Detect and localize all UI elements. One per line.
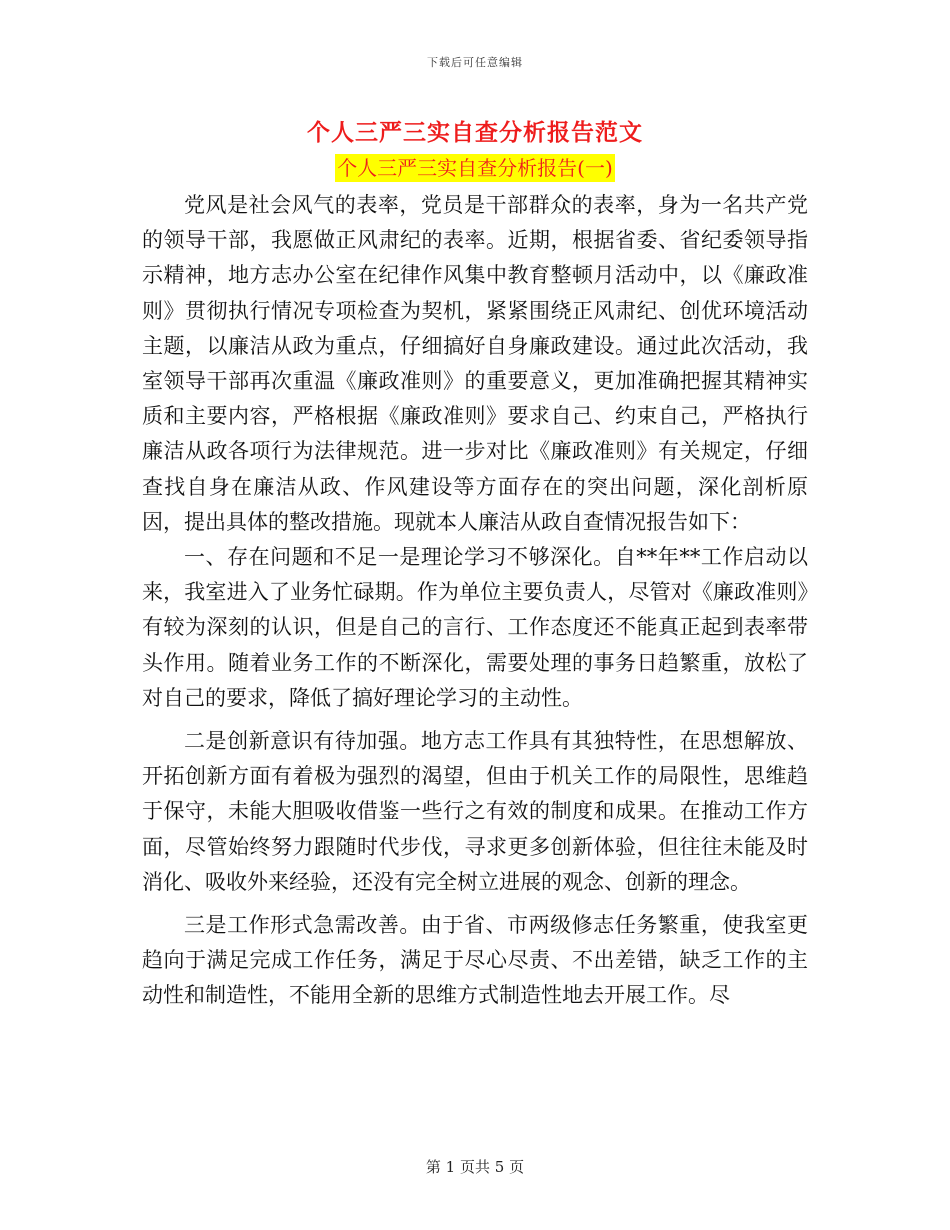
paragraph-intro: 党风是社会风气的表率，党员是干部群众的表率，身为一名共产党的领导干部，我愿做正风肃纪的表率。近期，根据省委、省纪委领导指示精神，地方志办公室在纪律作风集中教育整顿月活动中，以《廉政准则》贯彻执行情况专项检查为契机，紧紧围绕正风肃纪、创优环境活动主题，以廉洁从政为重点，仔细搞好自身廉政建设。通过此次活动，我室领导干部再次重温《廉政准则》的重要意义，更加准确把握其精神实质和主要内容，严格根据《廉政准则》要求自己、约束自己，严格执行廉洁从政各项行为法律规范。进一步对比《廉政准则》有关规定，仔细查找自身在廉洁从政、作风建设等方面存在的突出问题，深化剖析原因，提出具体的整改措施。现就本人廉洁从政自查情况报告如下： — [142, 193, 808, 534]
subtitle-container — [0, 154, 950, 182]
paragraph-problem-2: 二是创新意识有待加强。地方志工作具有其独特性，在思想解放、开拓创新方面有着极为强烈的渴望，但由于机关工作的局限性，思维趋于保守，未能大胆吸收借鉴一些行之有效的制度和成果。在推动工作方面，尽管始终努力跟随时代步伐，寻求更多创新体验，但往往未能及时消化、吸收外来经验，还没有完全树立进展的观念、创新的理念。 — [142, 729, 808, 894]
document-title: 个人三严三实自查分析报告范文 — [307, 119, 643, 146]
document-body — [142, 188, 808, 1014]
paragraph-problem-1: 一、存在问题和不足一是理论学习不够深化。自**年**工作启动以来，我室进入了业务忙碌期。作为单位主要负责人，尽管对《廉政准则》有较为深刻的认识，但是自己的言行、工作态度还不能真正起到表率带头作用。随着业务工作的不断深化，需要处理的事务日趋繁重，放松了对自己的要求，降低了搞好理论学习的主动性。 — [142, 545, 808, 710]
page-number: 第 1 页共 5 页 — [425, 1158, 525, 1176]
page-header-note: 下载后可任意编辑 — [427, 56, 523, 69]
paragraph-problem-3: 三是工作形式急需改善。由于省、市两级修志任务繁重，使我室更趋向于满足完成工作任务，满足于尽心尽责、不出差错，缺乏工作的主动性和制造性，不能用全新的思维方式制造性地去开展工作。尽 — [142, 913, 808, 1008]
document-subtitle: 个人三严三实自查分析报告(一) — [337, 156, 613, 180]
